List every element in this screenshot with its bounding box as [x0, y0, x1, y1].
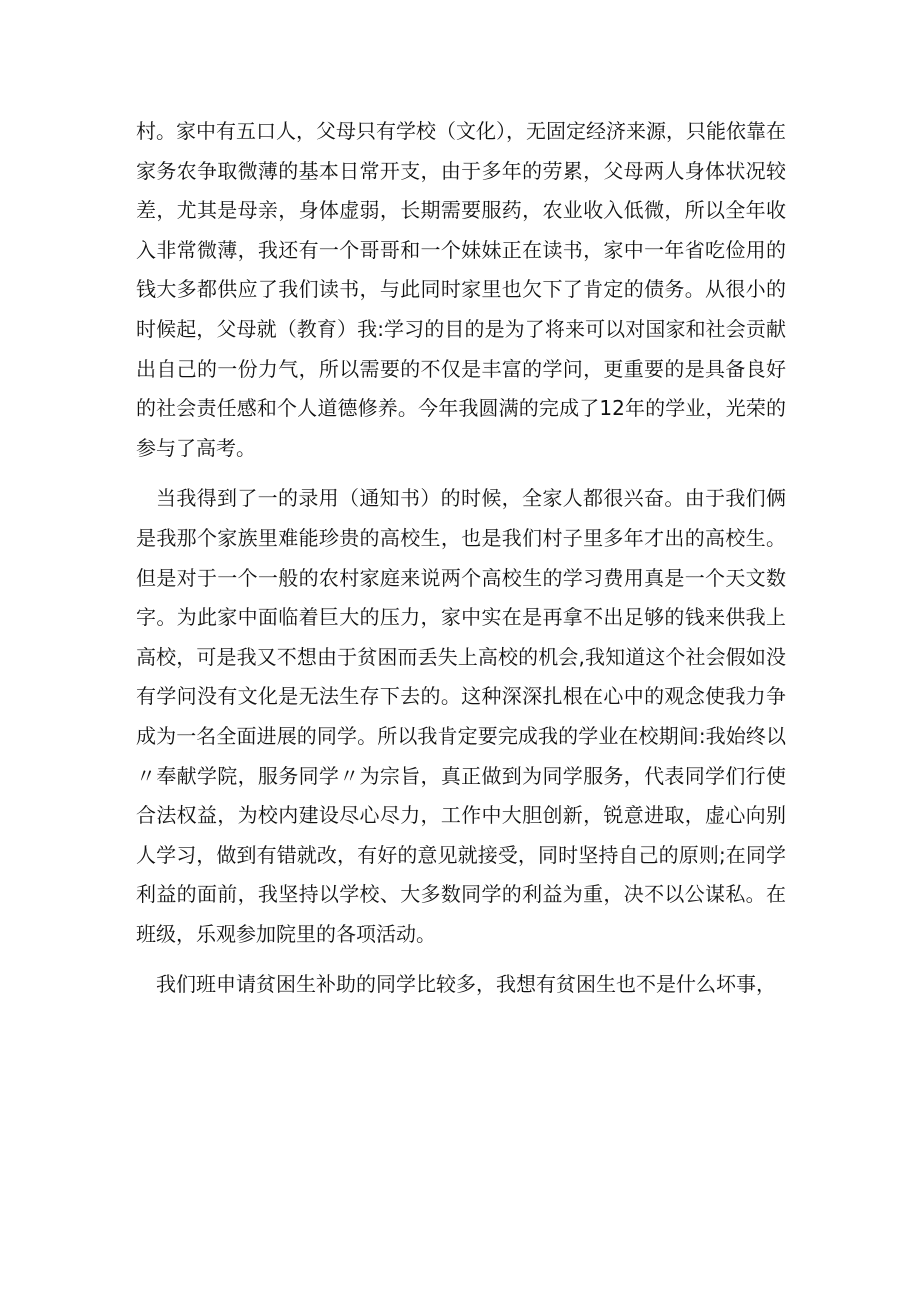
paragraph-class-subsidy: 我们班申请贫困生补助的同学比较多，我想有贫困生也不是什么坏事， — [156, 972, 776, 997]
paragraph-admission: 当我得到了一的录用（通知书）的时候，全家人都很兴奋。由于我们俩是我那个家族里难能珍贵的高校生，也是我们村子里多年才出的高校生。但是对于一个一般的农村家庭来说两个高校生的学习费用真是一个天文数字。为此家中面临着巨大的压力，家中实在是再拿不出足够的钱来供我上高校，可是我又不想由于贫困而丢失上高校的机会,我知道这个社会假如没有学问没有文化是无法生存下去的。这种深深扎根在心中的观念使我力争成为一名全面进展的同学。所以我肯定要完成我的学业在校期间:我始终以〃奉献学院，服务同学〃为宗旨，真正做到为同学服务，代表同学们行使合法权益，为校内建设尽心尽力，工作中大胆创新，锐意进取，虚心向别人学习，做到有错就改，有好的意见就接受，同时坚持自己的原则;在同学利益的面前，我坚持以学校、大多数同学的利益为重，决不以公谋私。在班级，乐观参加院里的各项活动。 — [136, 486, 786, 946]
document-body — [136, 112, 786, 1005]
paragraph-family-background: 村。家中有五口人，父母只有学校（文化），无固定经济来源，只能依靠在家务农争取微薄的基本日常开支，由于多年的劳累，父母两人身体状况较差，尤其是母亲，身体虚弱，长期需要服药，农业收入低微，所以全年收入非常微薄，我还有一个哥哥和一个妹妹正在读书，家中一年省吃俭用的钱大多都供应了我们读书，与此同时家里也欠下了肯定的债务。从很小的时候起，父母就（教育）我:学习的目的是为了将来可以对国家和社会贡献出自己的一份力气，所以需要的不仅是丰富的学问，更重要的是具备良好的社会责任感和个人道德修养。今年我圆满的完成了12年的学业，光荣的参与了高考。 — [136, 119, 786, 460]
